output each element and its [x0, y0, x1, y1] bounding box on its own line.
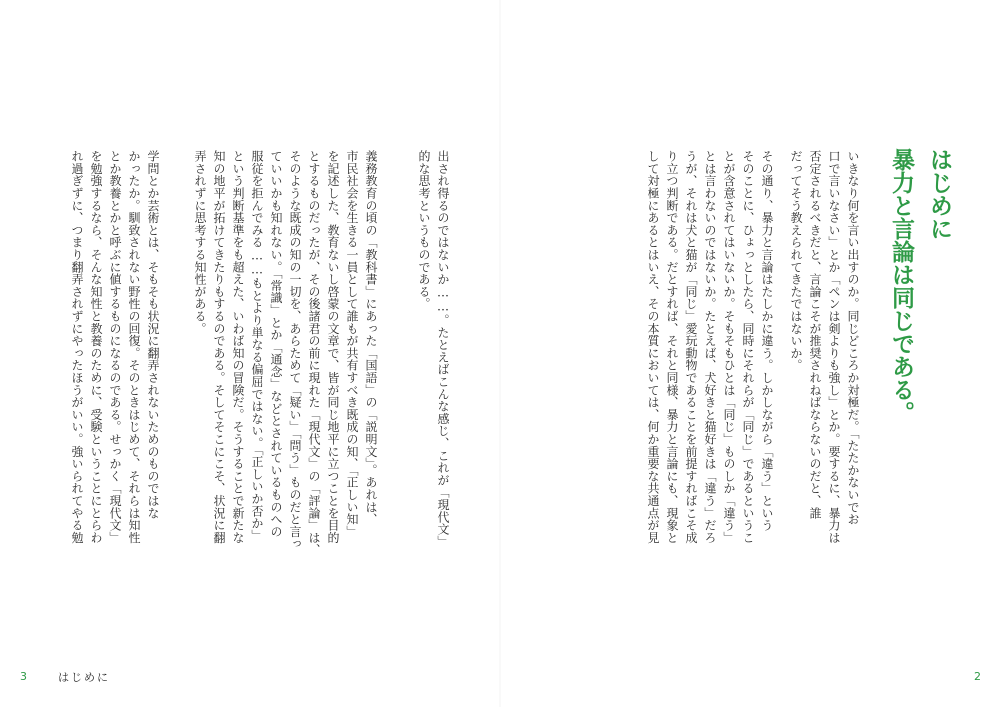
running-head: はじめに — [58, 671, 110, 684]
left-paragraph-1: 義務教育の頃の「教科書」にあった「国語」の「説明文」。あれは、 市民社会を生きる一員として誰もが共有すべき既成の知、「正しい知」 を記述した、教育ないし啓蒙の文章で、皆が同じ地平に立つことを目的 とするものだったが、その後諸君の前に現れた「現代文」の「評論」は、 そのような既成の知の一切を、あらためて「疑い」「問う」ものだと言っ ていいかも知れない。「常識」とか「通念」などとされているものへの 服従を拒んでみる……もとより単なる偏屈ではない。「正しいか否か」 という判断基準をも超えた、いわば知の冒険だ。そうすることで新たな 知の地平が拓けてきたりもするのである。そしてそこにこそ、状況に翻 弄されずに思考する知性がある。 — [193, 150, 378, 556]
page-gutter — [499, 0, 501, 707]
chapter-title: はじめに — [926, 148, 952, 240]
page-number-right: 2 — [974, 670, 981, 683]
page-number-left: 3 — [20, 670, 27, 683]
left-paragraph-2: 学問とか芸術とは、そもそも状況に翻弄されないためのものではな かったか。馴致されない野性の回復。そのときはじめて、それらは知性 とか教養とかと呼ぶに値するものになるのである。せっかく「現代文」 を勉強するなら、そんな知性と教養のために、受験ということにとらわ れ過ぎずに、つまり翻弄されずにやったほうがいい。強いられてやる勉 — [70, 150, 160, 544]
right-paragraph-2: その通り、暴力と言論はたしかに違う。しかしながら「違う」という そのことに、ひょっとしたら、同時にそれらが「同じ」であるというこ とが含意されてはいないか。そもそもひとは「同じ」ものしか「違う」 とは言わないのではないか。たとえば、犬好きと猫好きは「違う」だろ うが、それは犬と猫が「同じ」愛玩動物であることを前提すればこそ成 り立つ判断である。だとすれば、それと同様、暴力と言論にも、現象と して対極にあるとはいえ、その本質においては、何か重要な共通点が見 — [646, 150, 774, 544]
chapter-heading — [882, 148, 958, 448]
right-paragraph-1: いきなり何を言い出すのか。同じどころか対極だ。「たたかないでお 口で言いなさい」とか「ペンは剣よりも強し」とか。要するに、暴力は 否定されるべきだと、言論こそが推奨されねばならないのだと、誰 だってそう教えられてきたではないか。 — [789, 150, 860, 544]
right-paragraph-3: 出され得るのではないか……。たとえばこんな感じ、これが「現代文」 的な思考というものである。 — [417, 150, 450, 548]
chapter-subtitle: 暴力と言論は同じである。 — [888, 148, 914, 424]
